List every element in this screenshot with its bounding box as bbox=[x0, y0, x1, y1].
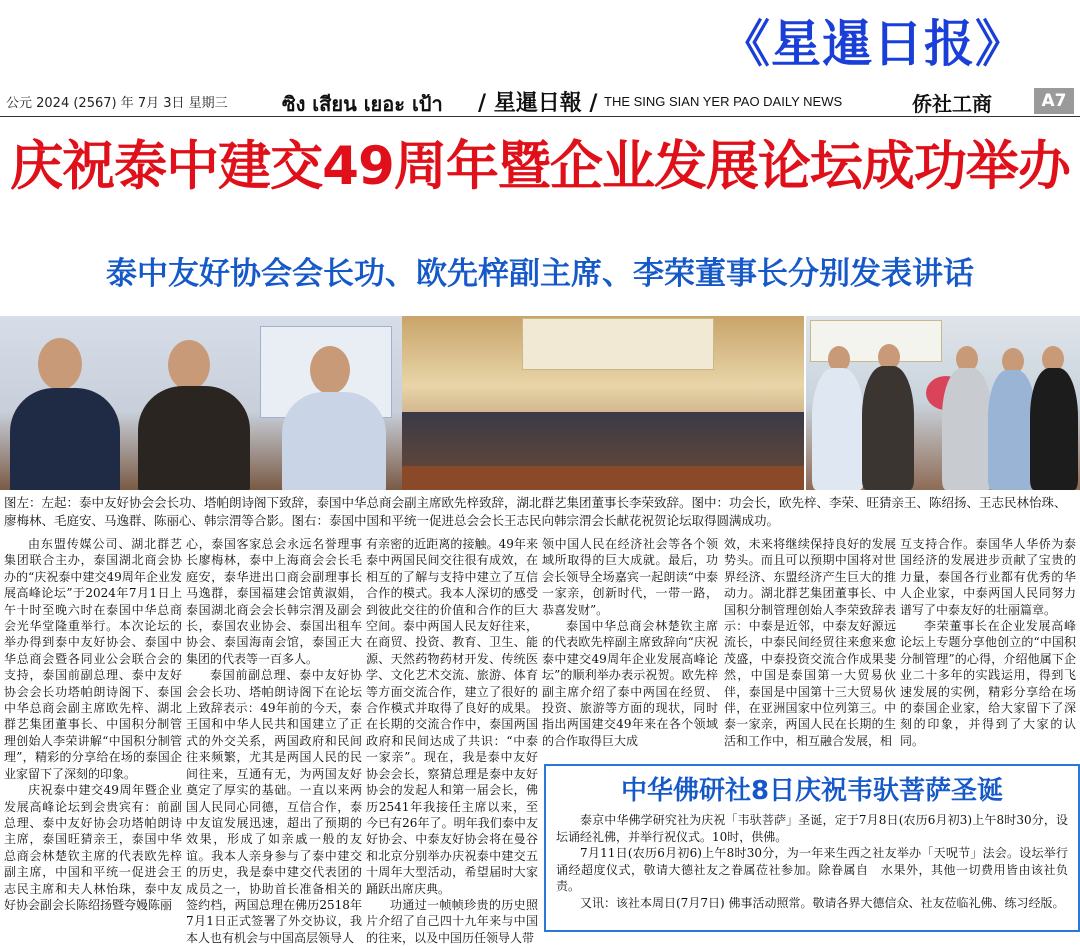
article-column bbox=[900, 536, 1076, 749]
photo-caption: 图左：左起：泰中友好协会会长功、塔帕朗诗阁下致辞，泰国中华总商会副主席欧先梓致辞，湖北群艺集团董事长李荣致辞。图中：功会长，欧先梓、李荣、旺猜亲王、陈绍扬、王志民林怡珠、廖梅林、毛庭安、马逸群、陈丽心、韩宗渭等合影。图右：泰国中国和平统一促进总会会长王志民向韩宗渭会长献花祝贺论坛取得圆满成功。 bbox=[4, 495, 1067, 528]
boxed-article bbox=[544, 764, 1080, 932]
section-name: 侨社工商 bbox=[912, 92, 992, 116]
paragraph: 泰国前副总理、泰中友好协会会长功、塔帕朗诗阁下在论坛上致辞表示：49年前的今天，泰王国和中华人民共和国建立了正式的外交关系，两国政府和民间往来频繁，尤其是两国人民的民间往来，互通有无，为两国友好奠定了厚实的基础。一直以来两国人民同心同德，互信合作，泰中友谊发展迅速，超出了预期的效果，形成了如亲戚一般的友谊。我本人亲身参与了泰中建交的历史，我是泰中建交代表团的成员之一，协助首长准备相关的签约档，两国总理在佛历2518年7月1日正式签署了外交协议，我本人也有机会与中国高层领导人 bbox=[186, 668, 362, 945]
page-number: A7 bbox=[1034, 88, 1074, 114]
article-column bbox=[4, 536, 182, 913]
paragraph: 互支持合作。泰国华人华侨为泰国经济的发展进步贡献了宝贵的力量，泰国各行业都有优秀的华人企业家，中泰两国人民同努力谱写了中泰友好的壮丽篇章。 bbox=[900, 537, 1076, 617]
date-line: 公元 2024 (2567) 年 7月 3日 星期三 bbox=[6, 96, 228, 111]
speaker-body bbox=[10, 388, 120, 490]
paragraph: 又讯：该社本周日(7月7日) 佛事活动照常。敬请各界大德信众、社友莅临礼佛、练习经版。 bbox=[580, 895, 1065, 910]
person-body bbox=[812, 368, 864, 490]
boxed-article-body bbox=[556, 812, 1068, 911]
speaker-head bbox=[38, 338, 82, 390]
article-column bbox=[542, 536, 718, 749]
photo-flowers bbox=[806, 316, 1080, 490]
paragraph: 功通过一帧帧珍贵的历史照片介绍了自己四十九年来与中国的往来，以及中国历任领导人带 bbox=[366, 897, 538, 945]
photo-speakers bbox=[0, 316, 402, 490]
paragraph: 有亲密的近距离的接触。49年来泰中两国民间交往很有成效，在相互的了解与支持中建立了互信合作的模式。我本人深切的感受到彼此交往的价值和合作的巨大空间。泰中两国人民友好往来，在商贸、投资、教育、卫生、能源、天然药物药材开发、传统医学、文化艺术交流、旅游、体育等方面交流合作，建立了很好的合作模式并取得了良好的成果。在长期的交流合作中，泰国两国政府和民间达成了共识：“中泰一家亲”。现在，我是泰中友好协会会长，察猜总理是泰中友好协会的发起人和第一届会长，佛历2541年我接任主席以来，至今已有26年了。明年我们泰中友好协会、中泰友好协会将在曼谷和北京分别举办庆祝泰中建交五十周年大型活动，希望届时大家踊跃出席庆典。 bbox=[366, 537, 538, 896]
paragraph: 心，泰国客家总会永远名誉理事长廖梅林，泰中上海商会会长毛庭安，泰华进出口商会副理事长马逸群，泰国福建会馆黄淑娟，泰国湖北商会会长韩宗渭及副会长，泰国农业协会、泰国出租车协会、泰国海南会馆，泰国正大集团的代表等一百多人。 bbox=[186, 537, 362, 666]
paper-name-chinese: / 星暹日報 / bbox=[478, 90, 598, 116]
carpet bbox=[402, 466, 804, 490]
paragraph: 李荣董事长在企业发展高峰论坛上专题分享他创立的“中国积分制管理”的心得，介绍他属下企业二十多年的实践运用，得到飞速发展的实例，精彩分享给在场的泰国企业家，给大家留下了深刻的印象，并得到了大家的认同。 bbox=[900, 619, 1076, 748]
paper-name-thai: ซิง เสียน เยอะ เป้า bbox=[282, 92, 443, 116]
paper-name-english: THE SING SIAN YER PAO DAILY NEWS bbox=[604, 94, 843, 109]
stage-banner bbox=[522, 318, 714, 370]
person-body bbox=[942, 368, 992, 490]
article-column bbox=[724, 536, 896, 749]
newspaper-title: 《星暹日报》 bbox=[720, 15, 1026, 73]
person-body bbox=[862, 366, 914, 490]
paragraph: 领中国人民在经济社会等各个领域所取得的巨大成就。最后，功会长领导全场嘉宾一起朗读“中泰一家亲，创新时代，一带一路，恭喜发财”。 bbox=[542, 537, 718, 617]
speaker-body bbox=[282, 392, 386, 490]
paragraph: 由东盟传媒公司、湖北群艺集团联合主办，泰国湖北商会协办的“庆祝泰中建交49周年企业发展高峰论坛”于2024年7月1日上午十时至晚六时在泰国中华总商会光华堂隆重举行。本次论坛的举办得到泰中友好协会、泰国中华总商会暨各同业公会联合会的支持，泰国前副总理、泰中友好协会会长功塔帕朗诗阁下、泰国中华总商会副主席欧先梓、湖北群艺集团董事长、中国积分制管理创始人李荣讲解“中国积分制管理”，精彩的分享给在场的泰国企业家留下了深刻的印象。 bbox=[4, 537, 182, 781]
paragraph: 庆祝泰中建交49周年暨企业发展高峰论坛到会贵宾有：前副总理、泰中友好协会功塔帕朗诗主席，泰国旺猜亲王，泰国中华总商会林楚钦主席的代表欧先梓副主席，中国和平统一促进会王志民主席和夫人林怡珠，泰中友好协会副会长陈绍扬暨夸嫚陈丽 bbox=[4, 783, 182, 912]
subheadline: 泰中友好协会会长功、欧先梓副主席、李荣董事长分别发表讲话 bbox=[106, 256, 974, 292]
paragraph: 泰国中华总商会林楚钦主席的代表欧先梓副主席致辞向“庆祝泰中建交49周年企业发展高峰论坛”的顺利举办表示祝贺。欧先梓副主席介绍了泰中两国在经贸、投资、旅游等方面的现状，同时指出两国建交49年来在各个领域的合作取得巨大成 bbox=[542, 619, 718, 748]
person-body bbox=[988, 370, 1036, 490]
speaker-body bbox=[138, 386, 250, 490]
article-column bbox=[186, 536, 362, 946]
paragraph: 7月11日(农历6月初6)上午8时30分，为一年来生西之社友举办「天呪节」法会。设坛举行诵经超度仪式，敬请大德社友之眷属莅社参加。除眷属自 水果外，其他一切费用皆由该社负责。 bbox=[556, 846, 1068, 893]
speaker-head bbox=[310, 346, 350, 394]
paragraph: 效，未来将继续保持良好的发展势头。而且可以预期中国将对世界经济、东盟经济产生巨大的推动力。湖北群艺集团董事长、中国积分制管理创始人李荣致辞表示：中泰是近邻，中泰友好源远流长，中泰民间经贸往来愈来愈茂盛，中泰投资交流合作成果斐然，中国是泰国第一大贸易伙伴，泰国是中国第十三大贸易伙伴，在亚洲国家中位列第三。中泰一家亲，两国人民在长期的生活和工作中，相互融合发展，相 bbox=[724, 537, 896, 748]
photo-group bbox=[402, 316, 804, 490]
person-body bbox=[1030, 368, 1078, 490]
headline: 庆祝泰中建交49周年暨企业发展论坛成功举办 bbox=[10, 136, 1070, 197]
speaker-head bbox=[168, 340, 210, 390]
paragraph: 泰京中华佛学研究社为庆祝「韦驮菩萨」圣诞，定于7月8日(农历6月初3)上午8时30分，设坛诵经礼佛，并举行祝仪式。10时，供佛。 bbox=[556, 813, 1068, 844]
boxed-article-title: 中华佛研社8日庆祝韦驮菩萨圣诞 bbox=[620, 776, 1004, 806]
article-column bbox=[366, 536, 538, 946]
